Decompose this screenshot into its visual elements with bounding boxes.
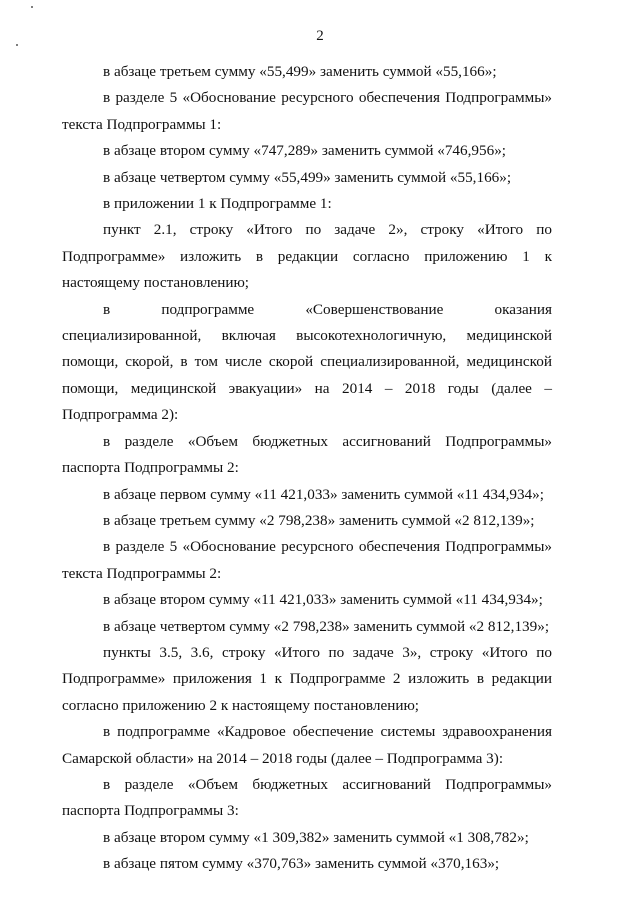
paragraph: в подпрограмме «Кадровое обеспечение системы здравоохранения Самарской области» на 2014 – 2018 годы (далее – Подпрограмма 3): xyxy=(62,723,552,767)
paragraph: в абзаце пятом сумму «370,763» заменить суммой «370,163»; xyxy=(103,855,500,873)
paragraph: в разделе 5 «Обоснование ресурсного обеспечения Подпрограммы» текста Подпрограммы 1: xyxy=(62,89,552,133)
paragraph: в абзаце втором сумму «747,289» заменить суммой «746,956»; xyxy=(103,142,507,160)
paragraph: в абзаце четвертом сумму «2 798,238» заменить суммой «2 812,139»; xyxy=(103,617,550,635)
paragraph: в абзаце первом сумму «11 421,033» заменить суммой «11 434,934»; xyxy=(103,485,544,503)
paragraph: пункт 2.1, строку «Итого по задаче 2», строку «Итого по Подпрограмме» изложить в редакции согласно приложению 1 к настоящему постановлению; xyxy=(62,221,552,292)
paragraph: в разделе «Объем бюджетных ассигнований Подпрограммы» паспорта Подпрограммы 3: xyxy=(62,775,552,820)
paragraph: в подпрограмме «Совершенствование оказания специализированной, включая высокотехнологичную, медицинской помощи, скорой, в том числе скорой специализированной, медицинской помощи, медицинской эвакуации» на 2014 – 2018 годы (далее – Подпрограмма 2): xyxy=(62,300,552,424)
document-body xyxy=(62,59,552,878)
paragraph: в абзаце четвертом сумму «55,499» заменить суммой «55,166»; xyxy=(103,168,512,186)
paragraph: в абзаце третьем сумму «55,499» заменить суммой «55,166»; xyxy=(103,63,497,80)
paragraph: в абзаце втором сумму «1 309,382» заменить суммой «1 308,782»; xyxy=(103,828,529,846)
paragraph: в приложении 1 к Подпрограмме 1: xyxy=(103,195,332,213)
scan-speck xyxy=(31,6,33,8)
paragraph: в разделе «Объем бюджетных ассигнований Подпрограммы» паспорта Подпрограммы 2: xyxy=(62,432,552,477)
paragraph: пункты 3.5, 3.6, строку «Итого по задаче 3», строку «Итого по Подпрограмме» приложения 1 к Подпрограмме 2 изложить в редакции согласно приложению 2 к настоящему постановлению; xyxy=(62,643,552,714)
paragraph: в абзаце втором сумму «11 421,033» заменить суммой «11 434,934»; xyxy=(103,591,543,609)
paragraph: в разделе 5 «Обоснование ресурсного обеспечения Подпрограммы» текста Подпрограммы 2: xyxy=(62,538,552,582)
page-number: 2 xyxy=(316,28,324,44)
paragraph: в абзаце третьем сумму «2 798,238» заменить суммой «2 812,139»; xyxy=(103,511,535,529)
